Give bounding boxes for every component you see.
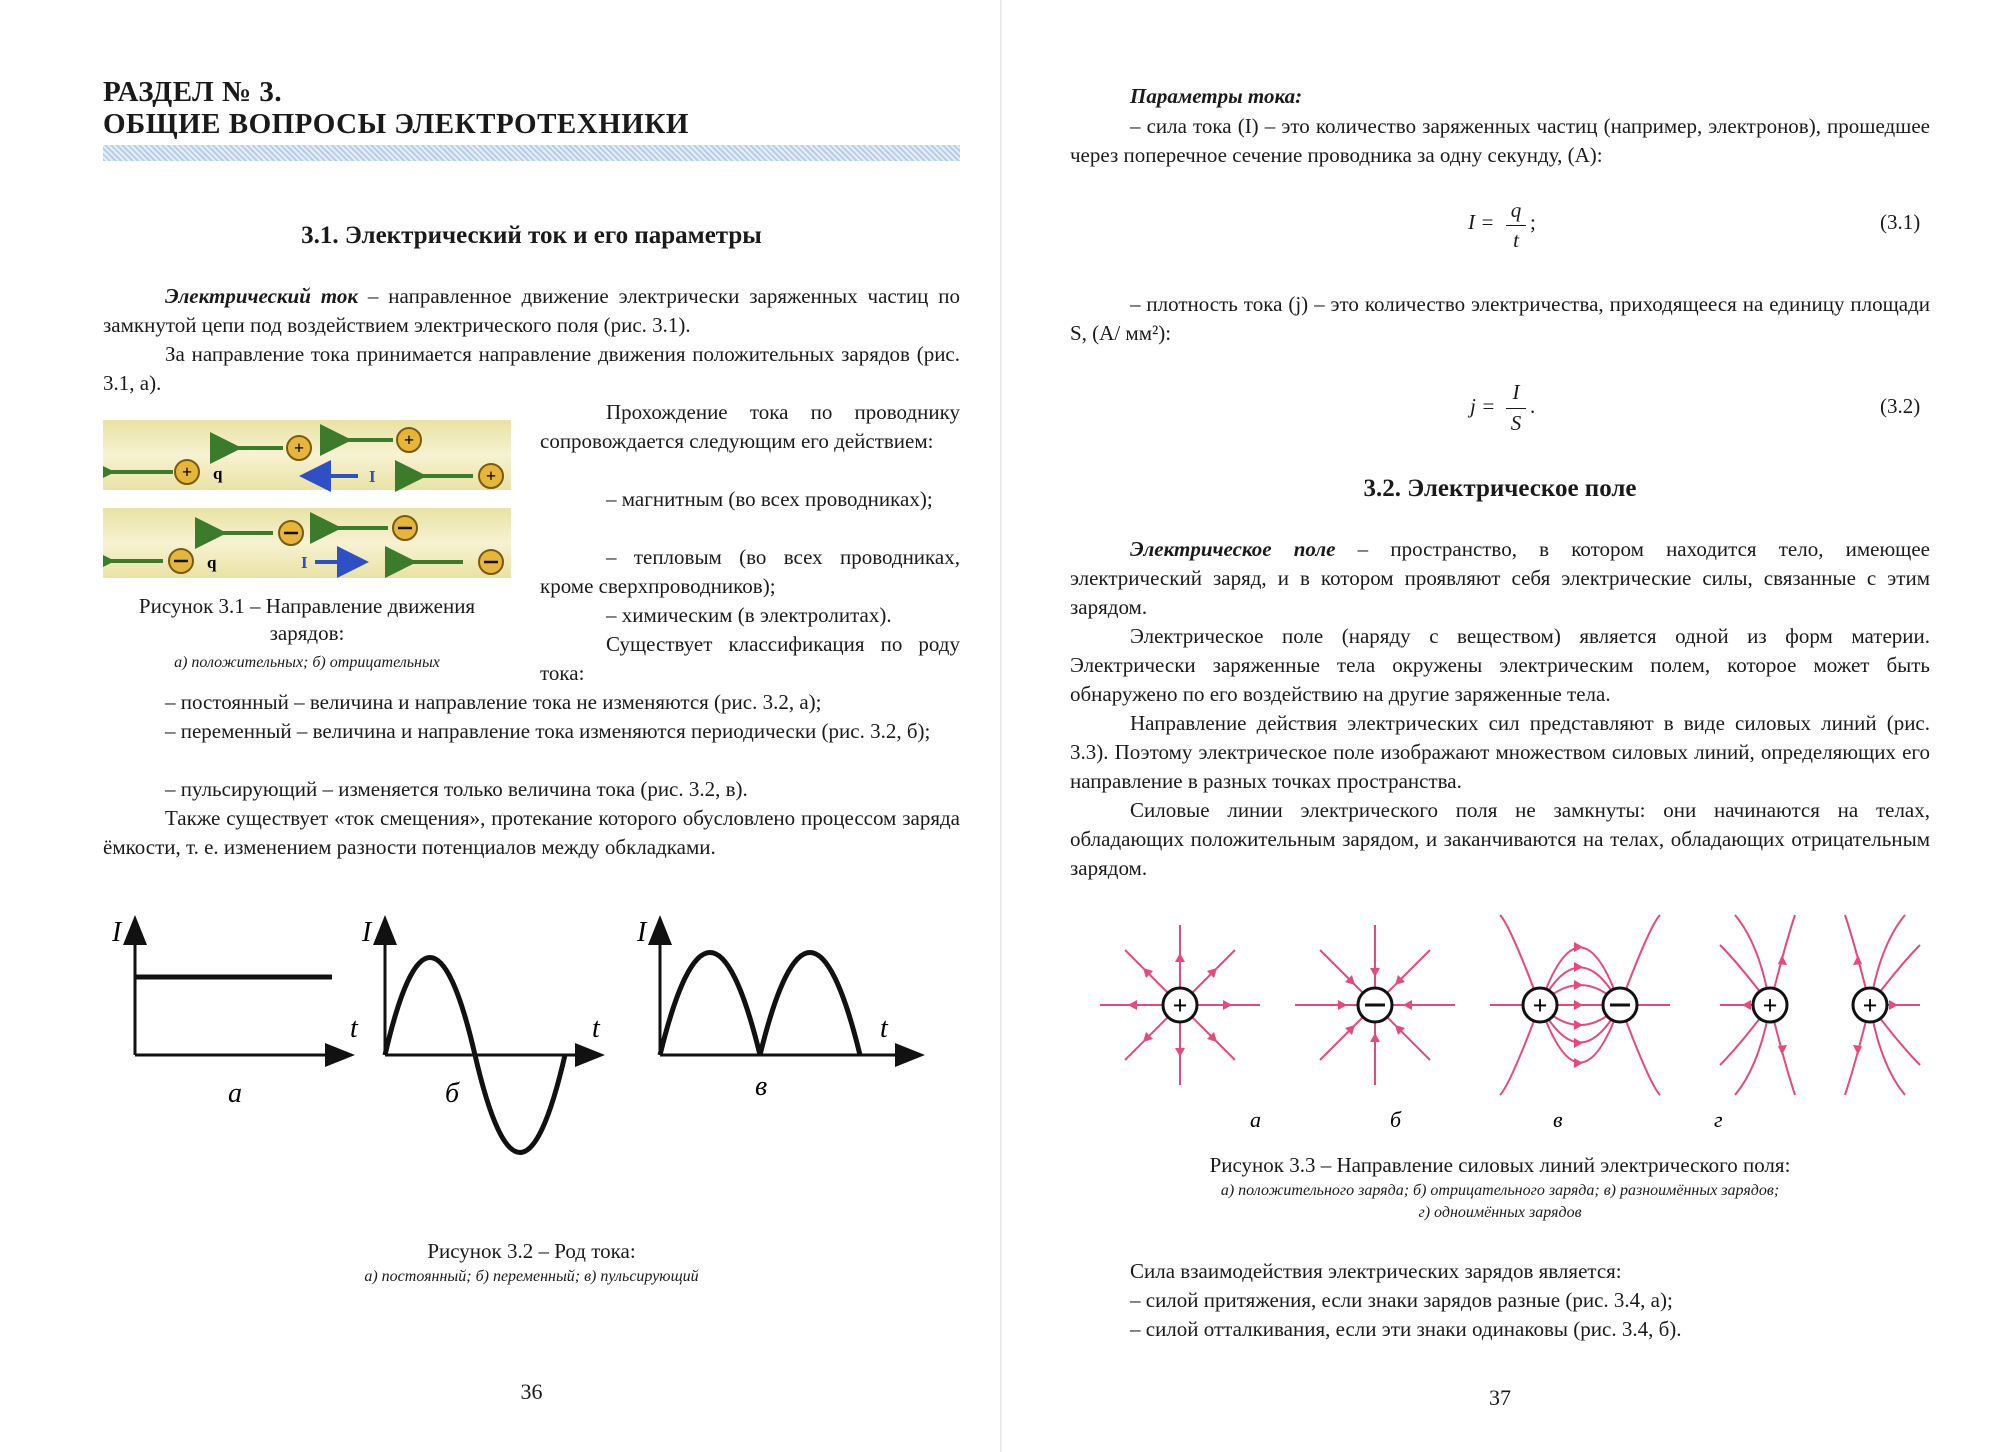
- fig31-caption: Рисунок 3.1 – Направление движения зарядов:: [138, 594, 476, 645]
- eq1-tail: ;: [1530, 210, 1536, 234]
- positive-charge-icon: [175, 460, 199, 484]
- passage-intro: Прохождение тока по проводнику сопровождается следующим его действием:: [540, 400, 960, 453]
- fig31-label-q-neg: q: [207, 553, 217, 572]
- field-para-2: Электрическое поле (наряду с веществом) является одной из форм материи. Электрически заряженные тела окружены электрическим полем, которое может быть обнаружено по его воздействию на другие заряженные тела.: [1070, 624, 1930, 706]
- definition-term: Электрический ток: [165, 284, 358, 308]
- fig31-label-q: q: [213, 464, 223, 483]
- positive-charge-icon: [1853, 988, 1887, 1022]
- positive-charge-icon: [1523, 988, 1557, 1022]
- type-pulse: – пульсирующий – изменяется только величина тока (рис. 3.2, в).: [165, 777, 748, 801]
- eq2-fraction-bar: [1506, 408, 1526, 409]
- eq2-denominator: S: [1510, 411, 1522, 435]
- negative-charge-icon: [1603, 988, 1637, 1022]
- field-definition-text: – пространство, в котором находится тело, имеющее электрический заряд, и в котором проявляют себя электрические силы, связанные с этим зарядом.: [1070, 537, 1930, 619]
- fig31-subcaption: а) положительных; б) отрицательных: [174, 654, 440, 671]
- force-repulsion: – силой отталкивания, если эти знаки одинаковы (рис. 3.4, б).: [1130, 1317, 1682, 1341]
- section-title-line2: ОБЩИЕ ВОПРОСЫ ЭЛЕКТРОТЕХНИКИ: [103, 108, 689, 140]
- graph-label-c: в: [755, 1071, 768, 1102]
- axis-label-t: t: [592, 1013, 600, 1044]
- svg-text:+: +: [485, 466, 497, 486]
- svg-text:+: +: [293, 438, 305, 458]
- svg-text:+: +: [403, 430, 415, 450]
- axis-label-t: t: [880, 1013, 888, 1044]
- para-direction: За направление тока принимается направление движения положительных зарядов (рис. 3.1, а).: [103, 342, 960, 395]
- field-negative-charge: [1295, 925, 1455, 1085]
- displacement-current: Также существует «ток смещения», протекание которого обусловлено процессом заряда ёмкости, т. е. изменением разности потенциалов между обкладками.: [103, 806, 960, 859]
- svg-text:+: +: [1862, 991, 1878, 1020]
- field-para-4: Силовые линии электрического поля не замкнуты: они начинаются на телах, обладающих положительным зарядом, и заканчиваются на телах, обладающих отрицательным зарядом.: [1070, 798, 1930, 880]
- params-title: Параметры тока:: [1130, 84, 1303, 108]
- section-title-line1: РАЗДЕЛ № 3.: [103, 76, 283, 108]
- type-dc: – постоянный – величина и направление тока не изменяются (рис. 3.2, а);: [165, 690, 822, 714]
- eq1-lhs: I =: [1468, 210, 1495, 234]
- axis-label-i: I: [112, 917, 122, 948]
- section-decor-band: [103, 145, 960, 161]
- page-number-right: 37: [1489, 1385, 1511, 1410]
- eq1-fraction-bar: [1506, 225, 1526, 226]
- page-number-left: 36: [520, 1379, 543, 1404]
- negative-charge-icon: [479, 550, 503, 574]
- fig33-label-a: а: [1250, 1107, 1261, 1132]
- classification-text: Существует классификация по роду тока:: [540, 632, 960, 685]
- current-definition: – сила тока (I) – это количество заряженных частиц (например, электронов), прошедшее через поперечное сечение проводника за одну секунду, (А):: [1070, 114, 1930, 167]
- positive-charge-icon: [479, 464, 503, 488]
- pulse-curve: [660, 953, 860, 1056]
- field-para-3: Направление действия электрических сил представляют в виде силовых линий (рис. 3.3). Поэтому электрическое поле изображают множеством силовых линий, определяющих его направление в разных точках пространства.: [1070, 711, 1930, 793]
- heading-3-1: 3.1. Электрический ток и его параметры: [301, 222, 762, 249]
- fig33-label-d: г: [1714, 1107, 1723, 1132]
- effect-magnetic: – магнитным (во всех проводниках);: [606, 487, 933, 511]
- effect-chemical: – химическим (в электролитах).: [606, 603, 892, 627]
- fig31-label-i-bottom: I: [301, 553, 308, 572]
- params-title-text: Параметры тока: [1130, 84, 1296, 108]
- eq1-number: (3.1): [1880, 210, 1921, 234]
- fig33-subcaption-1: а) положительного заряда; б) отрицательного заряда; в) разноимённых зарядов;: [1220, 1182, 1780, 1199]
- positive-charge-icon: [1163, 988, 1197, 1022]
- force-intro: Сила взаимодействия электрических зарядов является:: [1130, 1259, 1622, 1283]
- effect-thermal: – тепловым (во всех проводниках, кроме сверхпроводников);: [540, 545, 960, 598]
- fig33-label-c: в: [1553, 1107, 1563, 1132]
- fig33-subcaption-2: г) одноимённых зарядов: [1418, 1204, 1582, 1221]
- svg-text:+: +: [1172, 991, 1188, 1020]
- definition-current: [103, 282, 960, 340]
- field-term: Электрическое поле: [1130, 537, 1336, 561]
- eq2-numerator: I: [1512, 380, 1520, 404]
- eq2-lhs: j =: [1470, 394, 1496, 418]
- fig31-charges: [103, 420, 511, 580]
- fig32-caption: Рисунок 3.2 – Род тока:: [427, 1239, 636, 1263]
- positive-charge-icon: [287, 436, 311, 460]
- field-positive-charge: [1100, 925, 1260, 1085]
- fig32-subcaption: а) постоянный; б) переменный; в) пульсирующий: [364, 1268, 699, 1285]
- positive-charge-icon: [1753, 988, 1787, 1022]
- fig32-current-types: [100, 915, 960, 1215]
- svg-text:+: +: [1762, 991, 1778, 1020]
- svg-text:+: +: [1532, 991, 1548, 1020]
- field-opposite-charges: [1490, 915, 1670, 1095]
- type-ac: – переменный – величина и направление тока изменяются периодически (рис. 3.2, б);: [165, 719, 931, 743]
- negative-charge-icon: [169, 549, 193, 573]
- graph-label-b: б: [445, 1078, 460, 1109]
- negative-charge-icon: [279, 521, 303, 545]
- axis-label-i: I: [362, 917, 372, 948]
- heading-3-2: 3.2. Электрическое поле: [1363, 475, 1637, 502]
- positive-charge-icon: [397, 428, 421, 452]
- page-37: [1000, 0, 2000, 1452]
- negative-charge-icon: [1358, 988, 1392, 1022]
- fig31-label-i-top: I: [369, 467, 376, 486]
- svg-text:+: +: [181, 462, 193, 482]
- eq2-number: (3.2): [1880, 394, 1921, 418]
- field-definition: [1070, 535, 1930, 622]
- negative-charge-icon: [393, 516, 417, 540]
- eq1-denominator: t: [1513, 228, 1519, 252]
- fig33-caption: Рисунок 3.3 – Направление силовых линий электрического поля:: [1209, 1153, 1791, 1177]
- fig32-graph-dc: [111, 917, 359, 1109]
- field-like-charges: [1720, 915, 1920, 1095]
- eq2-tail: .: [1530, 394, 1536, 418]
- fig32-graph-ac: [361, 917, 601, 1153]
- graph-label-a: а: [228, 1078, 242, 1109]
- density-definition: – плотность тока (j) – это количество электричества, приходящееся на единицу площади S, (А/ мм²):: [1070, 292, 1930, 345]
- axis-label-t: t: [350, 1013, 358, 1044]
- fig32-graph-pulse: [636, 917, 910, 1102]
- fig33-label-b: б: [1390, 1107, 1402, 1132]
- fig33-field-lines: [1080, 905, 1940, 1135]
- axis-label-i: I: [637, 917, 647, 948]
- force-attraction: – силой притяжения, если знаки зарядов разные (рис. 3.4, а);: [1130, 1288, 1673, 1312]
- eq1-numerator: q: [1510, 198, 1522, 222]
- definition-text: – направленное движение электрически заряженных частиц по замкнутой цепи под воздействием электрического поля (рис. 3.1).: [103, 284, 961, 337]
